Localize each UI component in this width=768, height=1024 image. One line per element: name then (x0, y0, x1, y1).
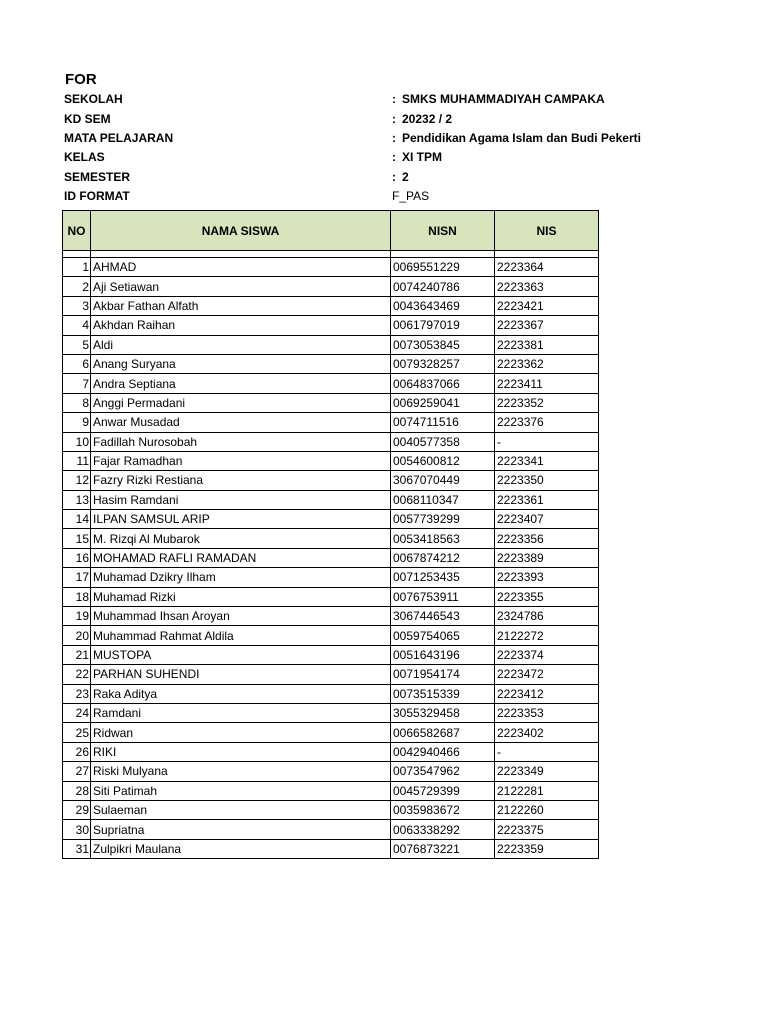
cell-nisn: 0076873221 (391, 839, 495, 858)
header-no: NO (63, 211, 91, 251)
cell-no: 1 (63, 258, 91, 277)
cell-nisn: 0043643469 (391, 296, 495, 315)
meta-label: ID FORMAT (64, 189, 130, 203)
table-row (63, 742, 599, 761)
table-row (63, 432, 599, 451)
meta-row (0, 170, 700, 189)
cell-nis: 2122260 (495, 800, 599, 819)
table-row (63, 820, 599, 839)
cell-name: Fazry Rizki Restiana (91, 471, 391, 490)
table-row (63, 626, 599, 645)
cell-nisn: 0057739299 (391, 510, 495, 529)
cell-nisn: 3067446543 (391, 607, 495, 626)
cell-nis: 2223389 (495, 548, 599, 567)
table-row (63, 335, 599, 354)
cell-no: 11 (63, 451, 91, 470)
cell-name: Zulpikri Maulana (91, 839, 391, 858)
meta-value: Pendidikan Agama Islam dan Budi Pekerti (402, 131, 641, 145)
meta-separator: : (392, 92, 396, 106)
meta-row (0, 150, 700, 169)
cell-nis: 2223376 (495, 413, 599, 432)
table-row (63, 548, 599, 567)
cell-no: 17 (63, 568, 91, 587)
cell-no: 10 (63, 432, 91, 451)
meta-separator: : (392, 170, 396, 184)
table-body (63, 251, 599, 859)
cell-nis: 2223355 (495, 587, 599, 606)
cell-name: ILPAN SAMSUL ARIP (91, 510, 391, 529)
spacer-cell (391, 251, 495, 258)
cell-nis: 2223350 (495, 471, 599, 490)
table-row (63, 568, 599, 587)
cell-nisn: 0035983672 (391, 800, 495, 819)
cell-nisn: 0079328257 (391, 354, 495, 373)
cell-name: AHMAD (91, 258, 391, 277)
cell-nisn: 0069259041 (391, 393, 495, 412)
cell-no: 4 (63, 316, 91, 335)
meta-row (0, 92, 700, 111)
cell-nis: 2223352 (495, 393, 599, 412)
table-row (63, 471, 599, 490)
cell-nis: 2122281 (495, 781, 599, 800)
header-name: NAMA SISWA (91, 211, 391, 251)
cell-no: 30 (63, 820, 91, 839)
cell-name: Siti Patimah (91, 781, 391, 800)
cell-name: Anang Suryana (91, 354, 391, 373)
cell-nis: 2223353 (495, 703, 599, 722)
table-row (63, 354, 599, 373)
meta-row (0, 131, 700, 150)
cell-nisn: 0074240786 (391, 277, 495, 296)
cell-nisn: 0073547962 (391, 762, 495, 781)
cell-name: Muhammad Ihsan Aroyan (91, 607, 391, 626)
cell-nisn: 0066582687 (391, 723, 495, 742)
meta-value: XI TPM (402, 150, 443, 164)
table-row (63, 451, 599, 470)
cell-no: 25 (63, 723, 91, 742)
cell-nis: 2223407 (495, 510, 599, 529)
cell-no: 9 (63, 413, 91, 432)
cell-name: MOHAMAD RAFLI RAMADAN (91, 548, 391, 567)
cell-no: 3 (63, 296, 91, 315)
cell-nis: 2223472 (495, 665, 599, 684)
cell-name: Akhdan Raihan (91, 316, 391, 335)
cell-name: Supriatna (91, 820, 391, 839)
cell-nisn: 0063338292 (391, 820, 495, 839)
table-row (63, 258, 599, 277)
cell-nis: 2223375 (495, 820, 599, 839)
cell-nisn: 0071253435 (391, 568, 495, 587)
cell-no: 22 (63, 665, 91, 684)
table-row (63, 296, 599, 315)
table-row (63, 703, 599, 722)
cell-nis: 2223359 (495, 839, 599, 858)
cell-nisn: 0054600812 (391, 451, 495, 470)
cell-nisn: 0045729399 (391, 781, 495, 800)
cell-no: 27 (63, 762, 91, 781)
meta-separator: : (392, 112, 396, 126)
cell-no: 15 (63, 529, 91, 548)
table-row (63, 762, 599, 781)
cell-nis: 2122272 (495, 626, 599, 645)
cell-nisn: 0073053845 (391, 335, 495, 354)
cell-nis: 2223341 (495, 451, 599, 470)
table-row (63, 413, 599, 432)
cell-nisn: 0074711516 (391, 413, 495, 432)
cell-nisn: 0059754065 (391, 626, 495, 645)
table-row (63, 684, 599, 703)
cell-name: Raka Aditya (91, 684, 391, 703)
meta-separator: : (392, 150, 396, 164)
cell-name: Muhammad Rahmat Aldila (91, 626, 391, 645)
cell-nis: 2223374 (495, 645, 599, 664)
cell-name: Fadillah Nurosobah (91, 432, 391, 451)
meta-label: KELAS (64, 150, 105, 164)
table-row (63, 529, 599, 548)
cell-no: 19 (63, 607, 91, 626)
cell-name: Riski Mulyana (91, 762, 391, 781)
cell-no: 26 (63, 742, 91, 761)
spacer-cell (63, 251, 91, 258)
cell-name: Hasim Ramdani (91, 490, 391, 509)
table-row (63, 839, 599, 858)
cell-name: MUSTOPA (91, 645, 391, 664)
cell-name: Anwar Musadad (91, 413, 391, 432)
cell-nisn: 3055329458 (391, 703, 495, 722)
meta-value: SMKS MUHAMMADIYAH CAMPAKA (402, 92, 605, 106)
header-nis: NIS (495, 211, 599, 251)
table-spacer-row (63, 251, 599, 258)
cell-nis: - (495, 432, 599, 451)
cell-name: PARHAN SUHENDI (91, 665, 391, 684)
cell-no: 20 (63, 626, 91, 645)
cell-nis: 2223356 (495, 529, 599, 548)
table-row (63, 587, 599, 606)
cell-name: Muhamad Rizki (91, 587, 391, 606)
cell-nis: 2223364 (495, 258, 599, 277)
cell-nis: 2223367 (495, 316, 599, 335)
meta-value: F_PAS (392, 189, 430, 203)
meta-separator: : (392, 131, 396, 145)
cell-nis: 2223412 (495, 684, 599, 703)
cell-nisn: 0040577358 (391, 432, 495, 451)
cell-nis: 2223421 (495, 296, 599, 315)
meta-row (0, 189, 700, 208)
cell-name: RIKI (91, 742, 391, 761)
meta-row (0, 112, 700, 131)
cell-nisn: 3067070449 (391, 471, 495, 490)
table-row (63, 490, 599, 509)
table-row (63, 800, 599, 819)
cell-name: Ramdani (91, 703, 391, 722)
cell-no: 14 (63, 510, 91, 529)
spacer-cell (91, 251, 391, 258)
student-table (62, 210, 599, 859)
cell-nisn: 0069551229 (391, 258, 495, 277)
cell-name: Sulaeman (91, 800, 391, 819)
cell-no: 16 (63, 548, 91, 567)
header-nisn: NISN (391, 211, 495, 251)
cell-nis: 2223393 (495, 568, 599, 587)
cell-nis: 2223381 (495, 335, 599, 354)
cell-nis: 2223363 (495, 277, 599, 296)
table-row (63, 374, 599, 393)
spacer-cell (495, 251, 599, 258)
meta-label: SEKOLAH (64, 92, 123, 106)
meta-label: KD SEM (64, 112, 111, 126)
cell-no: 6 (63, 354, 91, 373)
cell-no: 23 (63, 684, 91, 703)
meta-value: 20232 / 2 (402, 112, 453, 126)
cell-nis: 2223361 (495, 490, 599, 509)
cell-nis: 2223349 (495, 762, 599, 781)
cell-nisn: 0073515339 (391, 684, 495, 703)
cell-nisn: 0051643196 (391, 645, 495, 664)
cell-no: 31 (63, 839, 91, 858)
document-title: FOR (65, 71, 97, 88)
cell-no: 5 (63, 335, 91, 354)
cell-nis: 2223362 (495, 354, 599, 373)
cell-no: 8 (63, 393, 91, 412)
meta-label: MATA PELAJARAN (64, 131, 174, 145)
table-row (63, 665, 599, 684)
cell-nis: 2324786 (495, 607, 599, 626)
cell-no: 13 (63, 490, 91, 509)
table-row (63, 510, 599, 529)
cell-nisn: 0068110347 (391, 490, 495, 509)
table-row (63, 316, 599, 335)
table-header-row (63, 211, 599, 251)
cell-nisn: 0064837066 (391, 374, 495, 393)
cell-nis: 2223402 (495, 723, 599, 742)
cell-no: 18 (63, 587, 91, 606)
cell-name: Andra Septiana (91, 374, 391, 393)
table-row (63, 645, 599, 664)
cell-no: 24 (63, 703, 91, 722)
cell-nisn: 0067874212 (391, 548, 495, 567)
cell-no: 21 (63, 645, 91, 664)
table-row (63, 781, 599, 800)
cell-name: Aji Setiawan (91, 277, 391, 296)
table-row (63, 277, 599, 296)
cell-nis: 2223411 (495, 374, 599, 393)
cell-no: 28 (63, 781, 91, 800)
cell-name: Fajar Ramadhan (91, 451, 391, 470)
cell-nis: - (495, 742, 599, 761)
cell-nisn: 0071954174 (391, 665, 495, 684)
cell-nisn: 0061797019 (391, 316, 495, 335)
cell-nisn: 0053418563 (391, 529, 495, 548)
cell-name: Anggi Permadani (91, 393, 391, 412)
cell-name: M. Rizqi Al Mubarok (91, 529, 391, 548)
meta-value: 2 (402, 170, 409, 184)
cell-no: 7 (63, 374, 91, 393)
cell-name: Muhamad Dzikry Ilham (91, 568, 391, 587)
cell-name: Ridwan (91, 723, 391, 742)
cell-no: 12 (63, 471, 91, 490)
table-row (63, 723, 599, 742)
cell-nisn: 0042940466 (391, 742, 495, 761)
cell-name: Akbar Fathan Alfath (91, 296, 391, 315)
cell-no: 29 (63, 800, 91, 819)
cell-nisn: 0076753911 (391, 587, 495, 606)
table-row (63, 393, 599, 412)
cell-name: Aldi (91, 335, 391, 354)
cell-no: 2 (63, 277, 91, 296)
table-row (63, 607, 599, 626)
meta-label: SEMESTER (64, 170, 131, 184)
